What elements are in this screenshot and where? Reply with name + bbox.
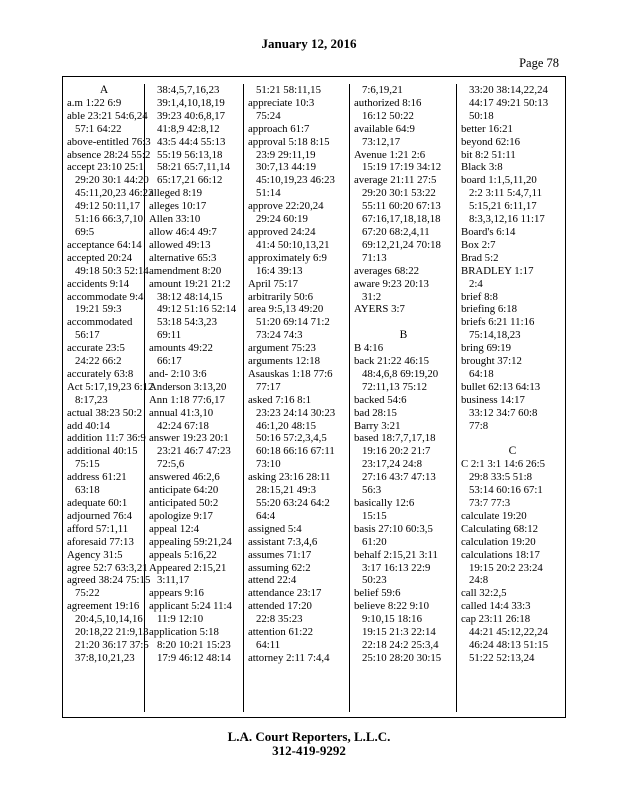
index-entry: address 61:21 [67, 471, 127, 484]
page-number: Page 78 [519, 56, 559, 70]
index-entry: 9:10,15 18:16 [362, 613, 422, 626]
index-entry: 56:17 [75, 329, 100, 342]
index-entry: calculations 18:17 [461, 548, 540, 561]
index-entry: 69:5 [75, 225, 95, 238]
index-entry: 16:12 50:22 [362, 109, 414, 122]
index-entry: actual 38:23 50:2 [67, 406, 142, 419]
index-entry: 61:20 [362, 535, 387, 548]
index-entry: 24:22 66:2 [75, 355, 122, 368]
index-entry: acceptance 64:14 [67, 238, 142, 251]
index-entry: belief 59:6 [354, 587, 401, 600]
index-entry: anticipate 64:20 [149, 484, 219, 497]
section-letter: B [399, 329, 408, 342]
index-entry: accepted 20:24 [67, 251, 133, 264]
index-entry: 65:17,21 66:12 [157, 174, 223, 187]
index-entry: Asauskas 1:18 77:6 [248, 367, 333, 380]
index-entry: 39:23 40:6,8,17 [157, 109, 226, 122]
index-entry: basis 27:10 60:3,5 [354, 522, 433, 535]
index-entry: board 1:1,5,11,20 [461, 174, 537, 187]
index-entry: 69:12,21,24 70:18 [362, 238, 441, 251]
index-entry: 64:4 [256, 509, 276, 522]
index-entry: Appeared 2:15,21 [149, 561, 227, 574]
index-entry: 55:11 60:20 67:13 [362, 200, 441, 213]
index-entry: 38:4,5,7,16,23 [157, 84, 220, 96]
index-entry: briefs 6:21 11:16 [461, 316, 535, 329]
section-letter: A [99, 84, 109, 96]
index-entry: 50:23 [362, 574, 387, 587]
index-entry: 73:10 [256, 458, 281, 471]
index-entry: 46:1,20 48:15 [256, 419, 316, 432]
index-entry: B 4:16 [354, 342, 384, 355]
index-entry: Black 3:8 [461, 161, 503, 174]
index-entry: 57:1 64:22 [75, 122, 122, 135]
index-entry: 50:18 [469, 109, 494, 122]
spacer [461, 432, 564, 445]
index-entry: arguments 12:18 [248, 355, 321, 368]
index-entry: aware 9:23 20:13 [354, 277, 429, 290]
index-entry: 33:20 38:14,22,24 [469, 84, 548, 96]
index-entry: 31:2 [362, 290, 382, 303]
index-entry: bad 28:15 [354, 406, 397, 419]
index-entry: accurate 23:5 [67, 342, 125, 355]
index-entry: 33:12 34:7 60:8 [469, 406, 538, 419]
index-entry: 75:15 [75, 458, 100, 471]
index-entry: Box 2:7 [461, 238, 496, 251]
index-entry: agreement 19:16 [67, 600, 140, 613]
index-entry: 44:17 49:21 50:13 [469, 96, 549, 109]
index-entry: afford 57:1,11 [67, 522, 129, 535]
index-entry: absence 28:24 55:2 [67, 148, 151, 161]
index-entry: area 9:5,13 49:20 [248, 303, 324, 316]
index-entry: brief 8:8 [461, 290, 498, 303]
index-entry: 46:24 48:13 51:15 [469, 638, 549, 651]
index-entry: better 16:21 [461, 122, 513, 135]
index-entry: call 32:2,5 [461, 587, 507, 600]
index-entry: alleged 8:19 [149, 187, 203, 200]
index-entry: asked 7:16 8:1 [248, 393, 311, 406]
index-entry: 22:18 24:2 25:3,4 [362, 638, 439, 651]
index-entry: accidents 9:14 [67, 277, 130, 290]
index-column-5 [457, 84, 567, 712]
index-entry: additional 40:15 [67, 445, 138, 458]
index-entry: 28:15,21 49:3 [256, 484, 316, 497]
index-entry: average 21:11 27:5 [354, 174, 437, 187]
index-entry: 73:12,17 [362, 135, 401, 148]
index-entry: attendance 23:17 [248, 587, 322, 600]
index-entry: assistant 7:3,4,6 [248, 535, 318, 548]
index-entry: accept 23:10 25:1 [67, 161, 144, 174]
index-entry: bring 69:19 [461, 342, 512, 355]
index-entry: and- 2:10 3:6 [149, 367, 207, 380]
index-entry: beyond 62:16 [461, 135, 521, 148]
index-entry: 23:21 46:7 47:23 [157, 445, 231, 458]
index-entry: 67:20 68:2,4,11 [362, 225, 430, 238]
index-entry: arbitrarily 50:6 [248, 290, 314, 303]
index-entry: 51:22 52:13,24 [469, 651, 535, 664]
index-entry: agreed 38:24 75:15 [67, 574, 151, 587]
index-entry: approved 24:24 [248, 225, 316, 238]
index-entry: 69:11 [157, 329, 182, 342]
index-entry: Avenue 1:21 2:6 [354, 148, 426, 161]
index-entry: 60:18 66:16 67:11 [256, 445, 335, 458]
index-table [62, 76, 566, 718]
index-entry: 7:6,19,21 [362, 84, 403, 96]
index-entry: 77:8 [469, 419, 489, 432]
index-entry: 29:20 30:1 44:20 [75, 174, 149, 187]
index-entry: addition 11:7 36:9 [67, 432, 146, 445]
index-entry: 66:17 [157, 355, 182, 368]
index-entry: 75:24 [256, 109, 281, 122]
index-entry: 53:18 54:3,23 [157, 316, 217, 329]
index-entry: 3:17 16:13 22:9 [362, 561, 431, 574]
index-entry: Anderson 3:13,20 [149, 380, 227, 393]
index-entry: applicant 5:24 11:4 [149, 600, 232, 613]
index-entry: 51:21 58:11,15 [256, 84, 321, 96]
index-entry: Agency 31:5 [67, 548, 123, 561]
index-entry: 73:24 74:3 [256, 329, 303, 342]
index-entry: 72:11,13 75:12 [362, 380, 427, 393]
index-entry: application 5:18 [149, 626, 219, 639]
index-entry: 72:5,6 [157, 458, 185, 471]
index-entry: 2:4 [469, 277, 483, 290]
index-entry: 3:11,17 [157, 574, 190, 587]
index-entry: able 23:21 54:6,24 [67, 109, 148, 122]
index-entry: 29:24 60:19 [256, 213, 308, 226]
index-entry: calculation 19:20 [461, 535, 536, 548]
index-entry: appealing 59:21,24 [149, 535, 232, 548]
index-entry: 45:11,20,23 46:23 [75, 187, 154, 200]
index-entry: 51:16 66:3,7,10 [75, 213, 144, 226]
index-entry: cap 23:11 26:18 [461, 613, 531, 626]
index-entry: answered 46:2,6 [149, 471, 220, 484]
index-entry: 5:15,21 6:11,17 [469, 200, 537, 213]
index-entry: Act 5:17,19,23 6:12 [67, 380, 154, 393]
index-entry: C 2:1 3:1 14:6 26:5 [461, 458, 545, 471]
reporter-name: L.A. Court Reporters, L.L.C. [227, 729, 391, 744]
index-entry: calculate 19:20 [461, 509, 527, 522]
index-entry: based 18:7,7,17,18 [354, 432, 436, 445]
index-entry: 75:14,18,23 [469, 329, 521, 342]
spacer [354, 316, 453, 329]
index-entry: 15:15 [362, 509, 387, 522]
index-column-1 [63, 84, 154, 712]
index-entry: asking 23:16 28:11 [248, 471, 331, 484]
index-entry: 19:21 59:3 [75, 303, 122, 316]
index-entry: briefing 6:18 [461, 303, 518, 316]
index-entry: available 64:9 [354, 122, 415, 135]
index-entry: April 75:17 [248, 277, 299, 290]
index-entry: 8:3,3,12,16 11:17 [469, 213, 545, 226]
index-entry: answer 19:23 20:1 [149, 432, 229, 445]
index-entry: appears 9:16 [149, 587, 204, 600]
index-entry: brought 37:12 [461, 355, 522, 368]
index-entry: 22:8 35:23 [256, 613, 303, 626]
index-entry: 73:7 77:3 [469, 496, 511, 509]
index-entry: 8:17,23 [75, 393, 108, 406]
index-entry: assuming 62:2 [248, 561, 311, 574]
index-entry: approval 5:18 8:15 [248, 135, 330, 148]
index-entry: 38:12 48:14,15 [157, 290, 223, 303]
index-entry: 64:11 [256, 638, 281, 651]
index-entry: 37:8,10,21,23 [75, 651, 135, 664]
index-entry: 55:19 56:13,18 [157, 148, 223, 161]
index-entry: 44:21 45:12,22,24 [469, 626, 548, 639]
index-entry: alleges 10:17 [149, 200, 207, 213]
index-entry: 51:20 69:14 71:2 [256, 316, 330, 329]
index-entry: amounts 49:22 [149, 342, 213, 355]
index-entry: a.m 1:22 6:9 [67, 96, 122, 109]
index-column-4 [350, 84, 457, 712]
index-entry: 19:15 21:3 22:14 [362, 626, 436, 639]
index-entry: Board's 6:14 [461, 225, 516, 238]
index-entry: 58:21 65:7,11,14 [157, 161, 231, 174]
index-entry: attended 17:20 [248, 600, 312, 613]
transcript-date: January 12, 2016 [261, 36, 357, 51]
index-entry: 43:5 44:4 55:13 [157, 135, 226, 148]
index-entry: 23:23 24:14 30:23 [256, 406, 336, 419]
index-entry: 11:9 12:10 [157, 613, 204, 626]
index-entry: 16:4 39:13 [256, 264, 303, 277]
index-entry: 15:19 17:19 34:12 [362, 161, 442, 174]
index-entry: 67:16,17,18,18,18 [362, 213, 441, 226]
index-entry: 51:14 [256, 187, 281, 200]
index-entry: accurately 63:8 [67, 367, 134, 380]
index-entry: attend 22:4 [248, 574, 297, 587]
index-entry: 49:18 50:3 52:14 [75, 264, 149, 277]
index-entry: 25:10 28:20 30:15 [362, 651, 442, 664]
index-entry: authorized 8:16 [354, 96, 422, 109]
index-entry: 27:16 43:7 47:13 [362, 471, 436, 484]
index-entry: apologize 9:17 [149, 509, 213, 522]
index-entry: above-entitled 76:3 [67, 135, 151, 148]
index-entry: 8:20 10:21 15:23 [157, 638, 231, 651]
index-entry: called 14:4 33:3 [461, 600, 531, 613]
index-entry: approach 61:7 [248, 122, 310, 135]
index-entry: believe 8:22 9:10 [354, 600, 429, 613]
index-entry: bullet 62:13 64:13 [461, 380, 541, 393]
index-entry: averages 68:22 [354, 264, 420, 277]
index-entry: 75:22 [75, 587, 100, 600]
index-entry: behalf 2:15,21 3:11 [354, 548, 438, 561]
reporter-phone: 312-419-9292 [272, 743, 346, 758]
index-entry: adequate 60:1 [67, 497, 128, 509]
index-entry: Brad 5:2 [461, 251, 499, 264]
index-entry: 39:1,4,10,18,19 [157, 96, 225, 109]
index-entry: aforesaid 77:13 [67, 535, 134, 548]
index-entry: 63:18 [75, 484, 100, 497]
index-entry: 23:17,24 24:8 [362, 458, 422, 471]
index-column-2 [145, 84, 244, 712]
index-entry: attorney 2:11 7:4,4 [248, 651, 330, 664]
index-entry: allowed 49:13 [149, 238, 211, 251]
index-entry: approximately 6:9 [248, 251, 327, 264]
index-entry: Calculating 68:12 [461, 522, 539, 535]
index-entry: basically 12:6 [354, 496, 415, 509]
index-entry: anticipated 50:2 [149, 497, 219, 509]
index-entry: 50:16 57:2,3,4,5 [256, 432, 327, 445]
index-entry: 30:7,13 44:19 [256, 161, 316, 174]
index-entry: 56:3 [362, 484, 382, 497]
index-entry: bit 8:2 51:11 [461, 148, 516, 161]
index-entry: back 21:22 46:15 [354, 355, 429, 368]
index-entry: appreciate 10:3 [248, 96, 315, 109]
index-column-3 [244, 84, 350, 712]
index-entry: 20:18,22 21:9,13 [75, 626, 149, 639]
index-entry: 55:20 63:24 64:2 [256, 497, 330, 509]
index-entry: 23:9 29:11,19 [256, 148, 316, 161]
index-entry: 17:9 46:12 48:14 [157, 651, 231, 664]
index-entry: 49:12 50:11,17 [75, 200, 140, 213]
index-entry: assumes 71:17 [248, 548, 312, 561]
index-entry: 29:8 33:5 51:8 [469, 471, 532, 484]
index-entry: 19:16 20:2 21:7 [362, 445, 431, 458]
index-entry: 64:18 [469, 367, 494, 380]
index-entry: adjourned 76:4 [67, 509, 133, 522]
index-entry: add 40:14 [67, 419, 110, 432]
index-entry: 20:4,5,10,14,16 [75, 613, 143, 626]
index-entry: 29:20 30:1 53:22 [362, 187, 436, 200]
index-entry: assigned 5:4 [248, 522, 302, 535]
index-entry: amendment 8:20 [149, 264, 222, 277]
index-entry: 19:15 20:2 23:24 [469, 561, 543, 574]
index-entry: Ann 1:18 77:6,17 [149, 393, 225, 406]
index-entry: 53:14 60:16 67:1 [469, 484, 543, 497]
index-entry: 41:4 50:10,13,21 [256, 238, 330, 251]
index-entry: alternative 65:3 [149, 251, 217, 264]
footer [0, 730, 618, 758]
index-entry: Allen 33:10 [149, 213, 201, 226]
index-entry: 2:2 3:11 5:4,7,11 [469, 187, 542, 200]
index-entry: backed 54:6 [354, 393, 407, 406]
index-entry: annual 41:3,10 [149, 406, 214, 419]
index-entry: appeal 12:4 [149, 522, 200, 535]
index-entry: attention 61:22 [248, 626, 314, 639]
index-entry: allow 46:4 49:7 [149, 225, 217, 238]
index-entry: agree 52:7 63:3,21 [67, 561, 148, 574]
section-letter: C [508, 445, 517, 458]
index-entry: business 14:17 [461, 393, 525, 406]
index-entry: 49:12 51:16 52:14 [157, 303, 237, 316]
index-entry: AYERS 3:7 [354, 303, 405, 316]
index-entry: approve 22:20,24 [248, 200, 324, 213]
index-entry: 77:17 [256, 380, 281, 393]
index-entry: appeals 5:16,22 [149, 548, 217, 561]
index-entry: 21:20 36:17 37:5 [75, 638, 149, 651]
index-entry: Barry 3:21 [354, 419, 401, 432]
index-entry: argument 75:23 [248, 342, 316, 355]
index-entry: BRADLEY 1:17 [461, 264, 534, 277]
index-entry: 42:24 67:18 [157, 419, 209, 432]
index-entry: accommodated [67, 316, 133, 329]
index-entry: amount 19:21 21:2 [149, 277, 231, 290]
index-entry: 71:13 [362, 251, 387, 264]
index-entry: 24:8 [469, 574, 489, 587]
index-entry: 45:10,19,23 46:23 [256, 174, 335, 187]
index-entry: 41:8,9 42:8,12 [157, 122, 220, 135]
index-entry: 48:4,6,8 69:19,20 [362, 367, 439, 380]
index-entry: accommodate 9:4 [67, 290, 144, 303]
